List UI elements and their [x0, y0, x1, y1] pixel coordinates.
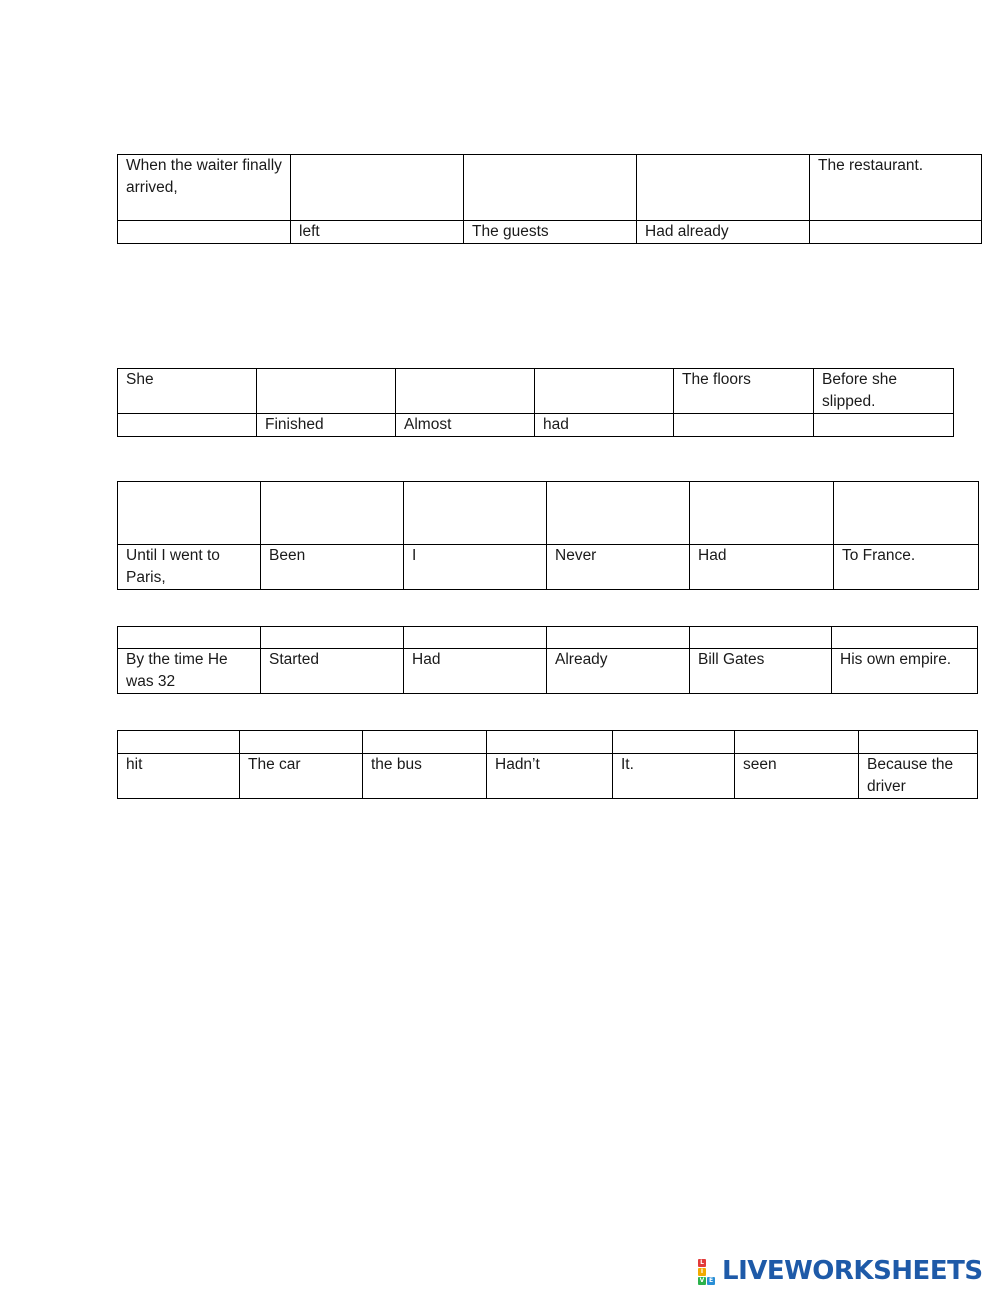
exercise-1-table: [117, 154, 982, 244]
answer-cell[interactable]: [118, 627, 261, 649]
answer-cell: The restaurant.: [810, 155, 982, 221]
answer-cell[interactable]: [735, 731, 859, 754]
answer-cell[interactable]: [118, 482, 261, 545]
answer-cell[interactable]: [834, 482, 979, 545]
word-cell: Had already: [637, 221, 810, 244]
answer-cell[interactable]: [487, 731, 613, 754]
word-cell: To France.: [834, 545, 979, 590]
exercise-5-table: [117, 730, 978, 799]
logo-blocks-icon: [698, 1258, 720, 1284]
answer-cell[interactable]: [859, 731, 978, 754]
logo-block: E: [708, 1277, 714, 1284]
word-cell: Finished: [257, 414, 396, 437]
word-cell: the bus: [363, 754, 487, 799]
answer-cell[interactable]: [240, 731, 363, 754]
word-cell: Bill Gates: [690, 649, 832, 694]
answer-cell: The floors: [674, 369, 814, 414]
answer-cell[interactable]: [404, 482, 547, 545]
word-cell: [810, 221, 982, 244]
logo-block: L: [698, 1259, 706, 1267]
word-cell: [118, 221, 291, 244]
exercise-3-table: [117, 481, 979, 590]
word-cell: Had: [690, 545, 834, 590]
answer-cell[interactable]: [257, 369, 396, 414]
word-cell: left: [291, 221, 464, 244]
word-cell: Hadn’t: [487, 754, 613, 799]
answer-cell: When the waiter finally arrived,: [118, 155, 291, 221]
exercise-2-table: [117, 368, 954, 437]
answer-cell[interactable]: [261, 482, 404, 545]
answer-cell[interactable]: [535, 369, 674, 414]
answer-cell[interactable]: [118, 731, 240, 754]
answer-cell[interactable]: [547, 482, 690, 545]
word-cell: By the time He was 32: [118, 649, 261, 694]
word-cell: [118, 414, 257, 437]
word-cell: Had: [404, 649, 547, 694]
answer-cell[interactable]: [291, 155, 464, 221]
word-cell: The car: [240, 754, 363, 799]
answer-cell[interactable]: [637, 155, 810, 221]
word-cell: Been: [261, 545, 404, 590]
logo-block: I: [698, 1268, 706, 1276]
answer-cell[interactable]: [690, 482, 834, 545]
word-cell: Never: [547, 545, 690, 590]
word-cell: seen: [735, 754, 859, 799]
answer-cell[interactable]: [396, 369, 535, 414]
answer-cell[interactable]: [363, 731, 487, 754]
answer-cell[interactable]: [464, 155, 637, 221]
word-cell: It.: [613, 754, 735, 799]
word-cell: His own empire.: [832, 649, 978, 694]
word-cell: The guests: [464, 221, 637, 244]
answer-cell[interactable]: [261, 627, 404, 649]
answer-cell[interactable]: [547, 627, 690, 649]
word-cell: [674, 414, 814, 437]
answer-cell[interactable]: [613, 731, 735, 754]
logo-text: LIVEWORKSHEETS: [722, 1256, 983, 1286]
word-cell: [814, 414, 954, 437]
answer-cell: She: [118, 369, 257, 414]
word-cell: I: [404, 545, 547, 590]
answer-cell[interactable]: [832, 627, 978, 649]
exercise-4-table: [117, 626, 978, 694]
word-cell: Until I went to Paris,: [118, 545, 261, 590]
word-cell: Because the driver: [859, 754, 978, 799]
word-cell: had: [535, 414, 674, 437]
answer-cell[interactable]: [404, 627, 547, 649]
logo-block: V: [699, 1277, 705, 1284]
word-cell: Almost: [396, 414, 535, 437]
word-cell: Started: [261, 649, 404, 694]
answer-cell: Before she slipped.: [814, 369, 954, 414]
liveworksheets-logo: [698, 1255, 994, 1287]
answer-cell[interactable]: [690, 627, 832, 649]
word-cell: Already: [547, 649, 690, 694]
word-cell: hit: [118, 754, 240, 799]
